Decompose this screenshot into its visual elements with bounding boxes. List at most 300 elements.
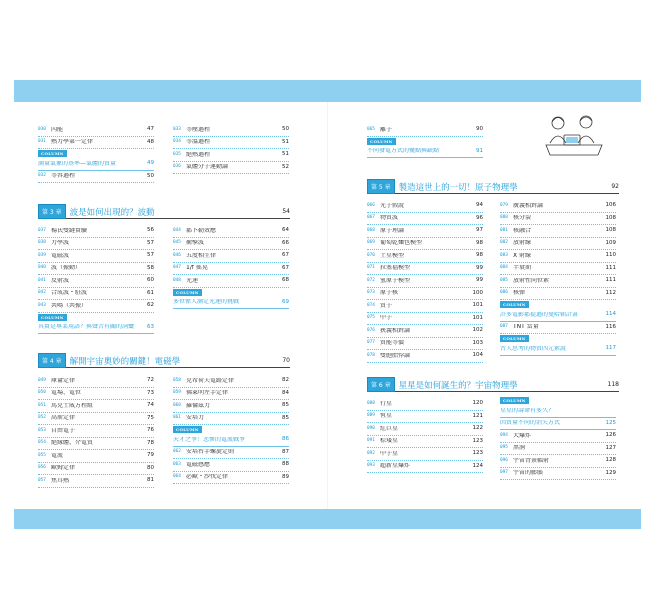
entry-page: 78: [147, 439, 154, 446]
entry-title: 安培右手螺旋定則: [186, 449, 235, 456]
entry-page: 86: [282, 436, 289, 442]
entry-number: 076: [367, 327, 375, 333]
toc-entry[interactable]: [38, 438, 154, 451]
column-badge-row: [173, 425, 289, 434]
toc-entry[interactable]: [500, 455, 616, 468]
entry-page: 73: [147, 389, 154, 396]
toc-entry[interactable]: [367, 423, 483, 436]
entry-number: 062: [173, 449, 181, 455]
entry-page: 100: [472, 289, 483, 296]
entry-title: 許多電影都提過的曼哈頓計畫: [500, 311, 579, 318]
entry-number: 073: [367, 290, 375, 296]
toc-entry[interactable]: [500, 225, 616, 238]
toc-entry[interactable]: [173, 250, 289, 263]
toc-entry[interactable]: [38, 124, 154, 137]
chapter-tag: 第 6 章: [367, 377, 395, 392]
entry-number: 036: [173, 164, 181, 170]
entry-page: 120: [472, 400, 483, 406]
entry-number: 084: [500, 265, 508, 271]
entry-title: 天才之爭！悲慘的電流戰爭: [173, 436, 246, 443]
entry-number: 063: [173, 461, 181, 467]
entry-title: 高斯定律: [51, 415, 76, 422]
entry-number: 093: [367, 463, 375, 469]
entry-title: 行星: [380, 400, 393, 407]
toc-entry[interactable]: [367, 313, 483, 326]
entry-number: 043: [38, 302, 46, 308]
entry-number: 061: [173, 415, 181, 421]
column-badge-row: [173, 288, 289, 297]
entry-title: 原子理論: [380, 227, 405, 234]
toc-entry[interactable]: [367, 250, 483, 263]
toc-entry[interactable]: [367, 124, 483, 137]
entry-title: 狹義相對論: [380, 327, 411, 334]
entry-page: 48: [147, 138, 154, 145]
entry-page: 122: [472, 425, 483, 431]
entry-title: 佛萊明左手定律: [186, 390, 229, 397]
entry-page: 124: [472, 462, 483, 469]
entry-number: 044: [173, 227, 181, 233]
toc-entry[interactable]: [500, 263, 616, 276]
entry-title: 核彈: [513, 290, 526, 297]
entry-page: 49: [147, 160, 154, 166]
entry-title: TNT 當量: [513, 324, 539, 331]
column-entry[interactable]: [500, 418, 616, 431]
column-badge: COLUMN: [500, 335, 529, 342]
entry-page: 87: [282, 448, 289, 455]
entry-title: 1/f 搖晃: [186, 265, 208, 272]
entry-page: 97: [476, 227, 483, 233]
entry-page: 116: [605, 323, 616, 330]
entry-title: 多位偉人測定光速的挑戰: [173, 299, 240, 306]
chapter-5-heading: [367, 180, 619, 194]
entry-title: X 射線: [513, 252, 532, 259]
chapter-tag: 第 3 章: [38, 204, 66, 219]
entry-page: 98: [476, 239, 483, 246]
toc-list: [500, 200, 616, 356]
chapter-title: 解開宇宙奧妙的關鍵！電磁學: [69, 356, 181, 367]
entry-number: 083: [500, 252, 508, 258]
entry-title: 放射性同位素: [513, 277, 550, 284]
toc-entry[interactable]: [367, 461, 483, 474]
entry-title: 絕緣體、介電質: [51, 440, 94, 447]
toc-entry[interactable]: [500, 322, 616, 335]
entry-number: 056: [38, 465, 46, 471]
entry-number: 082: [500, 240, 508, 246]
toc-entry[interactable]: [367, 350, 483, 363]
entry-title: 電磁波: [51, 252, 70, 259]
entry-number: 057: [38, 477, 46, 483]
entry-title: 電流: [51, 452, 64, 459]
entry-page: 58: [147, 264, 154, 271]
bottom-color-band: [14, 509, 641, 529]
entry-page: 91: [476, 147, 483, 154]
entry-page: 51: [282, 151, 289, 157]
entry-page: 125: [605, 419, 616, 426]
toc-entry[interactable]: [500, 250, 616, 263]
chapter-tag: 第 5 章: [367, 179, 395, 194]
toc-entry[interactable]: [367, 200, 483, 213]
toc-entry[interactable]: [367, 213, 483, 226]
entry-title: 熱力學第一定律: [51, 139, 94, 146]
column-entry[interactable]: [173, 434, 289, 447]
entry-title: 拉塞福模型: [380, 265, 411, 272]
scientists-illustration-icon: [540, 113, 608, 158]
toc-entry[interactable]: [173, 162, 289, 175]
toc-entry[interactable]: [173, 375, 289, 388]
entry-page: 64: [282, 227, 289, 233]
toc-entry[interactable]: [173, 472, 289, 485]
entry-number: 086: [500, 290, 508, 296]
column-badge-row: [367, 137, 483, 146]
column-badge: COLUMN: [500, 397, 529, 404]
entry-number: 067: [367, 215, 375, 221]
entry-page: 72: [147, 377, 154, 383]
toc-list: [367, 398, 483, 473]
top-color-band: [14, 80, 641, 102]
column-entry[interactable]: [500, 309, 616, 322]
toc-entry[interactable]: [38, 225, 154, 238]
entry-number: 070: [367, 252, 375, 258]
toc-entry[interactable]: [367, 338, 483, 351]
toc-entry[interactable]: [367, 436, 483, 449]
entry-number: 031: [38, 139, 46, 145]
entry-title: 合成波・駐波: [51, 290, 88, 297]
entry-title: 衝擊波: [186, 240, 205, 247]
entry-title: 等容過程: [51, 173, 76, 180]
toc-entry[interactable]: [367, 448, 483, 461]
entry-number: 081: [500, 227, 508, 233]
entry-page: 103: [472, 339, 483, 346]
toc-list: [173, 225, 289, 309]
entry-page: 50: [147, 172, 154, 179]
entry-page: 74: [147, 402, 154, 408]
entry-page: 96: [476, 214, 483, 221]
toc-entry[interactable]: [173, 275, 289, 288]
entry-title: 氣體分子運動論: [186, 164, 229, 171]
entry-number: 065: [367, 126, 375, 132]
entry-title: 內能: [51, 126, 64, 133]
chapter-page: 54: [282, 208, 290, 215]
toc-entry[interactable]: [367, 300, 483, 313]
entry-number: 094: [500, 432, 508, 438]
entry-page: 67: [282, 264, 289, 271]
chapter-page: 118: [607, 381, 619, 388]
entry-number: 046: [173, 252, 181, 258]
entry-page: 66: [282, 239, 289, 246]
toc-entry[interactable]: [367, 325, 483, 338]
entry-page: 99: [476, 277, 483, 283]
toc-entry[interactable]: [367, 398, 483, 411]
entry-title: 電場、電位: [51, 390, 82, 397]
entry-page: 101: [472, 302, 483, 308]
toc-entry[interactable]: [38, 475, 154, 488]
entry-page: 129: [605, 469, 616, 476]
entry-title: 庫侖定律: [51, 377, 76, 384]
entry-number: 045: [173, 240, 181, 246]
column-entry[interactable]: [500, 405, 616, 418]
toc-entry[interactable]: [38, 300, 154, 313]
column-entry[interactable]: [38, 158, 154, 171]
toc-entry[interactable]: [173, 124, 289, 137]
entry-title: 紅巨星: [380, 425, 399, 432]
entry-number: 051: [38, 402, 46, 408]
entry-number: 058: [173, 377, 181, 383]
entry-number: 085: [500, 277, 508, 283]
column-entry[interactable]: [500, 343, 616, 356]
chapter-title: 製造這世上的一切！原子物理學: [398, 182, 518, 193]
chapter-4-heading: [38, 354, 290, 368]
entry-page: 80: [147, 464, 154, 471]
entry-title: 焦耳熱: [51, 477, 70, 484]
toc-list: [38, 225, 154, 334]
entry-title: 測量氣象的基準—氣體的質量: [38, 160, 117, 167]
entry-number: 064: [173, 474, 181, 480]
chapter-title: 波是如何出現的？波動: [69, 207, 155, 218]
chapter-title: 星星是如何誕生的？宇宙物理學: [398, 380, 518, 391]
entry-page: 127: [605, 444, 616, 451]
entry-title: 氫原子模型: [380, 277, 411, 284]
toc-entry[interactable]: [173, 263, 289, 276]
toc-entry[interactable]: [173, 413, 289, 426]
entry-title: 楊氏雙縫實驗: [51, 227, 88, 234]
entry-title: 因質量不同的消失方式: [500, 420, 561, 427]
toc-entry[interactable]: [38, 413, 154, 426]
toc-list: [367, 124, 483, 158]
entry-number: 049: [38, 377, 46, 383]
entry-title: 放射線: [513, 240, 532, 247]
entry-number: 097: [500, 470, 508, 476]
toc-entry[interactable]: [38, 275, 154, 288]
toc-entry[interactable]: [38, 388, 154, 401]
toc-entry[interactable]: [38, 238, 154, 251]
entry-title: 電磁感應: [186, 461, 211, 468]
entry-page: 108: [605, 227, 616, 233]
entry-title: 黑洞: [513, 445, 526, 452]
entry-page: 128: [605, 457, 616, 463]
column-badge: COLUMN: [38, 150, 67, 157]
entry-number: 052: [38, 415, 46, 421]
entry-number: 069: [367, 240, 375, 246]
toc-entry[interactable]: [500, 443, 616, 456]
entry-title: 土星模型: [380, 252, 405, 259]
entry-page: 60: [147, 277, 154, 283]
toc-entry[interactable]: [173, 137, 289, 150]
column-badge: COLUMN: [173, 426, 202, 433]
entry-page: 108: [605, 214, 616, 221]
entry-title: 星星的壽命有多久？: [500, 407, 555, 414]
entry-page: 63: [147, 323, 154, 330]
entry-number: 040: [38, 265, 46, 271]
toc-entry[interactable]: [367, 225, 483, 238]
entry-number: 030: [38, 126, 46, 132]
toc-entry[interactable]: [500, 238, 616, 251]
entry-number: 068: [367, 227, 375, 233]
toc-list: [38, 375, 154, 488]
toc-entry[interactable]: [173, 400, 289, 413]
toc-entry[interactable]: [173, 388, 289, 401]
toc-entry[interactable]: [367, 238, 483, 251]
entry-number: 096: [500, 457, 508, 463]
entry-page: 117: [605, 345, 616, 351]
toc-entry[interactable]: [500, 275, 616, 288]
toc-list: [500, 396, 616, 480]
entry-number: 074: [367, 302, 375, 308]
chapter-3-heading: [38, 205, 290, 219]
chapter-page: 92: [611, 183, 619, 190]
column-badge-row: [500, 300, 616, 309]
entry-page: 101: [472, 314, 483, 321]
entry-title: 雙胞胎悖論: [380, 352, 411, 359]
toc-entry[interactable]: [173, 149, 289, 162]
entry-page: 57: [147, 252, 154, 258]
entry-number: 095: [500, 445, 508, 451]
entry-title: 廣義相對論: [513, 202, 544, 209]
entry-page: 94: [476, 202, 483, 208]
entry-number: 039: [38, 252, 46, 258]
column-badge: COLUMN: [500, 301, 529, 308]
column-badge-row: [38, 313, 154, 322]
toc-list: [173, 375, 289, 484]
toc-entry[interactable]: [500, 200, 616, 213]
entry-number: 092: [367, 450, 375, 456]
column-entry[interactable]: [173, 297, 289, 310]
entry-page: 110: [605, 252, 616, 258]
entry-title: 其實是專業用語？與聲音有關的詞彙: [38, 324, 135, 331]
entry-number: 088: [367, 400, 375, 406]
entry-number: 087: [500, 324, 508, 330]
entry-page: 50: [282, 126, 289, 132]
entry-number: 090: [367, 425, 375, 431]
entry-page: 84: [282, 389, 289, 396]
entry-page: 75: [147, 414, 154, 421]
entry-title: 宇宙背景輻射: [513, 457, 550, 464]
column-badge-row: [38, 149, 154, 158]
entry-page: 121: [472, 412, 483, 419]
entry-number: 042: [38, 290, 46, 296]
toc-entry[interactable]: [38, 463, 154, 476]
entry-title: 波（振動）: [51, 265, 82, 272]
toc-entry[interactable]: [367, 411, 483, 424]
entry-title: 歐姆定律: [51, 465, 76, 472]
entry-page: 99: [476, 264, 483, 271]
entry-page: 126: [605, 432, 616, 438]
toc-entry[interactable]: [367, 263, 483, 276]
toc-entry[interactable]: [38, 137, 154, 150]
entry-title: 共鳴（共振）: [51, 302, 88, 309]
entry-page: 57: [147, 239, 154, 246]
entry-title: 原子核: [380, 290, 399, 297]
entry-page: 68: [282, 277, 289, 283]
entry-number: 054: [38, 440, 46, 446]
toc-entry[interactable]: [500, 288, 616, 301]
entry-number: 079: [500, 202, 508, 208]
toc-entry[interactable]: [38, 171, 154, 184]
entry-title: 自由電子: [51, 427, 76, 434]
entry-number: 077: [367, 340, 375, 346]
entry-number: 037: [38, 227, 46, 233]
entry-page: 88: [282, 461, 289, 467]
entry-title: 離子: [380, 126, 393, 133]
toc-entry[interactable]: [38, 250, 154, 263]
entry-title: 棕矮星: [380, 438, 399, 445]
entry-title: 大爆炸: [513, 432, 532, 439]
entry-number: 033: [173, 126, 181, 132]
entry-page: 123: [472, 437, 483, 444]
entry-number: 050: [38, 390, 46, 396]
toc-entry[interactable]: [173, 447, 289, 460]
entry-title: 質子: [380, 302, 393, 309]
toc-entry[interactable]: [38, 450, 154, 463]
entry-title: 宇宙的膨脹: [513, 470, 544, 477]
entry-title: 中子: [380, 315, 393, 322]
toc-entry[interactable]: [367, 275, 483, 288]
entry-title: 克希荷夫電路定律: [186, 377, 235, 384]
entry-number: 089: [367, 413, 375, 419]
entry-page: 104: [472, 352, 483, 358]
entry-number: 053: [38, 427, 46, 433]
entry-number: 071: [367, 265, 375, 271]
entry-number: 059: [173, 390, 181, 396]
page-gutter: [327, 102, 328, 509]
entry-number: 035: [173, 151, 181, 157]
entry-page: 67: [282, 252, 289, 258]
chapter-page: 70: [282, 357, 290, 364]
entry-page: 51: [282, 138, 289, 145]
entry-page: 61: [147, 289, 154, 296]
toc-entry[interactable]: [500, 213, 616, 226]
entry-title: 核分裂: [513, 215, 532, 222]
entry-title: 光速: [186, 277, 199, 284]
entry-page: 114: [605, 311, 616, 317]
entry-number: 041: [38, 277, 46, 283]
entry-page: 89: [282, 473, 289, 480]
entry-page: 98: [476, 252, 483, 258]
toc-entry[interactable]: [38, 263, 154, 276]
column-badge-row: [500, 334, 616, 343]
toc-entry[interactable]: [38, 288, 154, 301]
entry-page: 85: [282, 402, 289, 408]
toc-entry[interactable]: [38, 425, 154, 438]
entry-page: 82: [282, 377, 289, 383]
entry-title: 葡萄乾麵包模型: [380, 240, 423, 247]
toc-entry[interactable]: [500, 468, 616, 481]
toc-entry[interactable]: [173, 225, 289, 238]
toc-entry[interactable]: [38, 375, 154, 388]
toc-entry[interactable]: [367, 288, 483, 301]
toc-entry[interactable]: [500, 430, 616, 443]
toc-entry[interactable]: [173, 459, 289, 472]
chapter-tag: 第 4 章: [38, 353, 66, 368]
entry-page: 111: [605, 264, 616, 271]
entry-page: 79: [147, 452, 154, 458]
toc-list: [38, 124, 154, 183]
toc-entry[interactable]: [38, 400, 154, 413]
entry-title: 質能等價: [380, 340, 405, 347]
entry-number: 080: [500, 215, 508, 221]
entry-number: 072: [367, 277, 375, 283]
entry-title: 恆星: [380, 413, 393, 420]
toc-entry[interactable]: [173, 238, 289, 251]
column-entry[interactable]: [367, 146, 483, 159]
entry-title: 超新星爆炸: [380, 463, 411, 470]
column-entry[interactable]: [38, 322, 154, 335]
entry-title: 半衰期: [513, 265, 532, 272]
entry-number: 032: [38, 173, 46, 179]
entry-title: 古人思考的物質四元素說: [500, 345, 567, 352]
entry-page: 109: [605, 239, 616, 246]
entry-page: 85: [282, 414, 289, 421]
entry-title: 力學波: [51, 240, 70, 247]
